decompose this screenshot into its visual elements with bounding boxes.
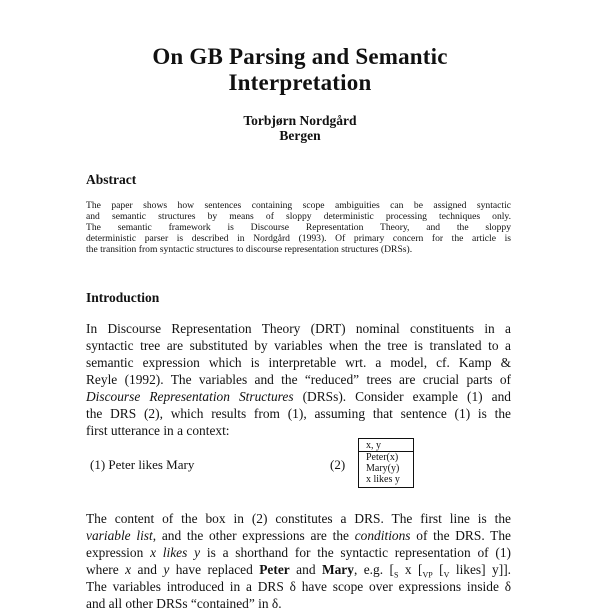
author-name: Torbjørn Nordgård xyxy=(243,113,357,128)
drs-condition: x likes y xyxy=(366,474,400,485)
para2-line: and all other DRSs “contained” in δ. xyxy=(86,596,282,611)
bracket-label: VP xyxy=(422,570,433,580)
intro-emphasis: Discourse Representation Structures xyxy=(86,389,294,404)
para2-text: and xyxy=(131,562,164,577)
para2-text: have replaced xyxy=(169,562,260,577)
drs-box xyxy=(358,438,414,488)
intro-line: Reyle (1992). The variables and the “reduced” trees are crucial parts of xyxy=(86,372,511,387)
intro-line xyxy=(86,388,511,405)
para2-text: and xyxy=(289,562,322,577)
para2-emphasis: y xyxy=(163,562,170,577)
intro-text: (DRSs). Consider example (1) and xyxy=(293,389,512,404)
intro-line: In Discourse Representation Theory (DRT) nominal constituents in a xyxy=(86,321,511,336)
abstract-line: deterministic parser is described in Nordgård (1993). Of primary concern for the article is xyxy=(86,233,511,244)
bracket-label: V xyxy=(443,570,450,580)
abstract-line: The paper shows how sentences containing scope ambiguities can be assigned syntactic xyxy=(86,200,511,211)
intro-line: semantic expression which is interpretable wrt. a model, cf. Kamp & xyxy=(86,355,511,370)
drs-variable-list: x, y xyxy=(359,439,413,452)
intro-line: the DRS (2), which results from (1), assuming that sentence (1) is the xyxy=(86,406,511,421)
para2-emphasis: conditions xyxy=(354,528,411,543)
para2-emphasis: variable list xyxy=(86,528,153,543)
para2-text: , e.g. [ xyxy=(353,562,394,577)
abstract-heading: Abstract xyxy=(86,172,137,187)
para2-bold: Mary xyxy=(321,562,354,577)
bracket-label: S xyxy=(393,570,399,580)
title-line-2: Interpretation xyxy=(228,70,372,95)
para2-emphasis: x likes y xyxy=(150,545,201,560)
para2-text: expression xyxy=(86,545,151,560)
para2-bold: Peter xyxy=(259,562,290,577)
para2-line xyxy=(86,527,511,544)
para2-text: [ xyxy=(432,562,444,577)
abstract-line: The semantic framework is Discourse Representation Theory, and the sloppy xyxy=(86,222,511,233)
title-line-1: On GB Parsing and Semantic xyxy=(152,44,448,69)
intro-line: syntactic tree are substituted by variables when the tree is translated to a xyxy=(86,338,511,353)
drs-condition: Peter(x) xyxy=(366,452,399,463)
para2-text: of the DRS. The xyxy=(410,528,511,543)
drs-condition: Mary(y) xyxy=(366,463,400,474)
abstract-line: and semantic structures by means of sloppy deterministic processing techniques only. xyxy=(86,211,511,222)
abstract-line: the transition from syntactic structures to discourse representation structures (DRSs). xyxy=(86,244,413,255)
para2-text: x [ xyxy=(398,562,423,577)
para2-text: where xyxy=(86,562,126,577)
para2-text: likes] y]]. xyxy=(449,562,512,577)
para2-text: , and the other expressions are the xyxy=(152,528,355,543)
para2-text: is a shorthand for the syntactic representation of (1) xyxy=(200,545,511,560)
para2-emphasis: x xyxy=(125,562,132,577)
para2-line: The content of the box in (2) constitutes a DRS. The first line is the xyxy=(86,511,511,526)
example-1-sentence: (1) Peter likes Mary xyxy=(90,457,195,472)
intro-line: first utterance in a context: xyxy=(86,423,230,438)
para2-line: The variables introduced in a DRS δ have scope over expressions inside δ xyxy=(86,579,511,594)
author-affiliation: Bergen xyxy=(279,128,321,143)
para2-line xyxy=(86,544,511,561)
example-2-label: (2) xyxy=(330,457,346,472)
introduction-heading: Introduction xyxy=(86,290,160,305)
